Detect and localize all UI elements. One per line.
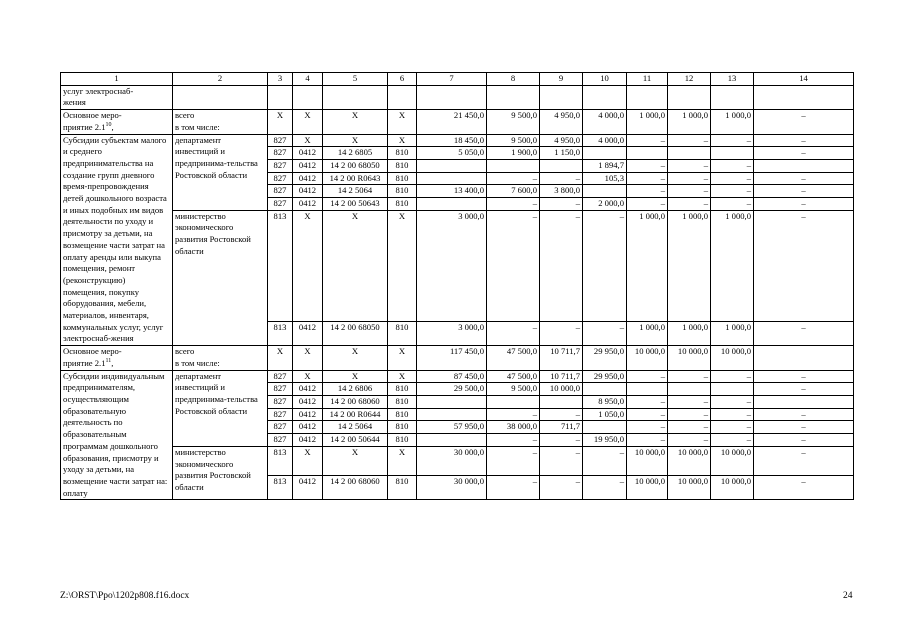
cell-c5: Х bbox=[323, 446, 388, 476]
cell-c12: 1 000,0 bbox=[668, 110, 711, 134]
cell-c3: 813 bbox=[268, 210, 293, 322]
cell-c5: 14 2 6805 bbox=[323, 147, 388, 160]
cell-c10 bbox=[583, 383, 627, 396]
cell-c3: 827 bbox=[268, 134, 293, 147]
cell-c11: 1 000,0 bbox=[627, 322, 668, 346]
total-row bbox=[61, 110, 854, 134]
cell-c6: Х bbox=[388, 446, 417, 476]
cell-c12: – bbox=[668, 134, 711, 147]
cell-c12 bbox=[668, 383, 711, 396]
executor-total: всего в том числе: bbox=[173, 110, 268, 134]
col-header: 1 bbox=[61, 73, 173, 86]
cell-c8: 7 600,0 bbox=[487, 185, 540, 198]
cell-c13: – bbox=[711, 408, 754, 421]
cell-c6: 810 bbox=[388, 322, 417, 346]
cell-c8: – bbox=[487, 198, 540, 211]
cell-c3: 827 bbox=[268, 370, 293, 383]
cell-c5: 14 2 00 68060 bbox=[323, 476, 388, 500]
cell-c9: – bbox=[540, 198, 583, 211]
col-header: 9 bbox=[540, 73, 583, 86]
cell-c7: 29 500,0 bbox=[417, 383, 487, 396]
cell-c5: 14 2 5064 bbox=[323, 185, 388, 198]
cell-c12: – bbox=[668, 159, 711, 172]
cell-c13 bbox=[711, 383, 754, 396]
cell-c7 bbox=[417, 395, 487, 408]
cell-c13: – bbox=[711, 172, 754, 185]
cell-c9: 3 800,0 bbox=[540, 185, 583, 198]
cell-c13: 10 000,0 bbox=[711, 346, 754, 370]
col-header: 3 bbox=[268, 73, 293, 86]
measure-title-line2: приятие 2.1 bbox=[63, 121, 106, 132]
cell-c14: – bbox=[754, 446, 854, 476]
col-header: 13 bbox=[711, 73, 754, 86]
cell-c3: 827 bbox=[268, 185, 293, 198]
col-header: 4 bbox=[293, 73, 323, 86]
cell-c4: 0412 bbox=[293, 476, 323, 500]
executor-ministry: министерство экономического развития Ростовской области bbox=[173, 210, 268, 345]
cell-c11: 10 000,0 bbox=[627, 476, 668, 500]
cell-c6: 810 bbox=[388, 383, 417, 396]
cell-c14: – bbox=[754, 172, 854, 185]
cell-c7 bbox=[417, 198, 487, 211]
cell-c11 bbox=[627, 147, 668, 160]
cell-c13: – bbox=[711, 185, 754, 198]
footer-file-path: Z:\ORST\Ppo\1202p808.f16.docx bbox=[60, 591, 190, 601]
cell-c11: – bbox=[627, 395, 668, 408]
cell-c9: 4 950,0 bbox=[540, 110, 583, 134]
cell-c3: Х bbox=[268, 110, 293, 134]
col-header: 12 bbox=[668, 73, 711, 86]
cell-c11: – bbox=[627, 159, 668, 172]
cell-c5: 14 2 00 68050 bbox=[323, 159, 388, 172]
cell-c4: 0412 bbox=[293, 159, 323, 172]
cell-c4: 0412 bbox=[293, 421, 323, 434]
cell-c10: – bbox=[583, 322, 627, 346]
cell-c3: Х bbox=[268, 346, 293, 370]
col-header: 2 bbox=[173, 73, 268, 86]
cell-c5: 14 2 00 68050 bbox=[323, 322, 388, 346]
measure-description: Субсидии индивидуальным предпринимателям, осуществляющим образовательную деятельность по образовательным программам дошкольного образования, присмотру и уходу за детьми, на возмещение части затрат на: оплату bbox=[61, 370, 173, 500]
cell-c13: – bbox=[711, 134, 754, 147]
cell-c6: 810 bbox=[388, 408, 417, 421]
cell-c6: 810 bbox=[388, 147, 417, 160]
cell-c14: – bbox=[754, 408, 854, 421]
cell-c6: Х bbox=[388, 346, 417, 370]
cell-c11 bbox=[627, 383, 668, 396]
cell-c8 bbox=[487, 159, 540, 172]
cell-c9: – bbox=[540, 172, 583, 185]
cell-c5: 14 2 00 50644 bbox=[323, 434, 388, 447]
cell-c3: 827 bbox=[268, 198, 293, 211]
cell-c6: Х bbox=[388, 110, 417, 134]
budget-table bbox=[60, 72, 854, 500]
cell-c13: 1 000,0 bbox=[711, 210, 754, 322]
executor-total: всего в том числе: bbox=[173, 346, 268, 370]
cell-c10: 29 950,0 bbox=[583, 370, 627, 383]
cell-c12: – bbox=[668, 172, 711, 185]
cell-c9: 10 711,7 bbox=[540, 346, 583, 370]
cell-c4: Х bbox=[293, 346, 323, 370]
cell-c12: – bbox=[668, 198, 711, 211]
cell-c8: – bbox=[487, 322, 540, 346]
measure-title: Основное меро- приятие $2.1^{11}$, bbox=[61, 346, 173, 370]
executor-department: департамент инвестиций и предпринима-тельства Ростовской области bbox=[173, 370, 268, 446]
cell-c13: – bbox=[711, 159, 754, 172]
cell-c12: 10 000,0 bbox=[668, 346, 711, 370]
col-header: 10 bbox=[583, 73, 627, 86]
cell-c3: 813 bbox=[268, 446, 293, 476]
cell-c6: 810 bbox=[388, 395, 417, 408]
table-row bbox=[61, 210, 854, 322]
cell-c8 bbox=[487, 395, 540, 408]
col-header: 7 bbox=[417, 73, 487, 86]
measure-title: Основное меро- приятие $2.1^{10}$, bbox=[61, 110, 173, 134]
cell-c7: 30 000,0 bbox=[417, 446, 487, 476]
cell-c13: – bbox=[711, 198, 754, 211]
cell-c5: Х bbox=[323, 134, 388, 147]
cell-c12: – bbox=[668, 421, 711, 434]
cell-c8: – bbox=[487, 434, 540, 447]
cell-c14: – bbox=[754, 185, 854, 198]
cell-c7: 30 000,0 bbox=[417, 476, 487, 500]
cell-c13: 1 000,0 bbox=[711, 322, 754, 346]
cell-c14: – bbox=[754, 370, 854, 383]
cell-c13: 10 000,0 bbox=[711, 446, 754, 476]
cell-c10: – bbox=[583, 446, 627, 476]
cell-c12: 1 000,0 bbox=[668, 322, 711, 346]
total-row bbox=[61, 346, 854, 370]
cell-c7: 5 050,0 bbox=[417, 147, 487, 160]
cell-c4: 0412 bbox=[293, 395, 323, 408]
cell-c14: – bbox=[754, 147, 854, 160]
measure-title-line2: приятие 2.1 bbox=[63, 357, 106, 368]
cell-c13: 1 000,0 bbox=[711, 110, 754, 134]
cell-c9 bbox=[540, 159, 583, 172]
cell-c11: – bbox=[627, 198, 668, 211]
cell-c6: Х bbox=[388, 134, 417, 147]
cell-c4: 0412 bbox=[293, 172, 323, 185]
cell-c10: 19 950,0 bbox=[583, 434, 627, 447]
cell-c14: – bbox=[754, 322, 854, 346]
cell-c7: 3 000,0 bbox=[417, 210, 487, 322]
cell-c11: – bbox=[627, 134, 668, 147]
cell-c10: 4 000,0 bbox=[583, 134, 627, 147]
cell-c11: – bbox=[627, 421, 668, 434]
col-header: 5 bbox=[323, 73, 388, 86]
cell-c11: – bbox=[627, 172, 668, 185]
cell-c14: – bbox=[754, 421, 854, 434]
cell-c9: – bbox=[540, 476, 583, 500]
cell-c5: 14 2 00 68060 bbox=[323, 395, 388, 408]
cell-c9: 711,7 bbox=[540, 421, 583, 434]
cell-c10: 105,3 bbox=[583, 172, 627, 185]
cell-c12 bbox=[668, 147, 711, 160]
cell-c7: 18 450,0 bbox=[417, 134, 487, 147]
cell-c4: 0412 bbox=[293, 408, 323, 421]
cell-c12: 10 000,0 bbox=[668, 476, 711, 500]
cell-c5: Х bbox=[323, 110, 388, 134]
cell-c10: – bbox=[583, 476, 627, 500]
cell-c7 bbox=[417, 172, 487, 185]
cell-c6: 810 bbox=[388, 421, 417, 434]
header-row bbox=[61, 73, 854, 86]
cell-c8: 47 500,0 bbox=[487, 370, 540, 383]
cell-c7 bbox=[417, 434, 487, 447]
cell-c9: 1 150,0 bbox=[540, 147, 583, 160]
cell-c8: 9 500,0 bbox=[487, 134, 540, 147]
cell-c10: 29 950,0 bbox=[583, 346, 627, 370]
measure-title-line1: Основное меро- bbox=[63, 346, 122, 357]
cell-c6: Х bbox=[388, 210, 417, 322]
cell-c6: 810 bbox=[388, 434, 417, 447]
cell-c12: 10 000,0 bbox=[668, 446, 711, 476]
cell-c10: 2 000,0 bbox=[583, 198, 627, 211]
cell-c3: 827 bbox=[268, 159, 293, 172]
cell-c14: – bbox=[754, 198, 854, 211]
cell-c11: 10 000,0 bbox=[627, 346, 668, 370]
cell-c4: 0412 bbox=[293, 185, 323, 198]
cell-c10 bbox=[583, 421, 627, 434]
cell-c9: – bbox=[540, 322, 583, 346]
cell-c9: 10 711,7 bbox=[540, 370, 583, 383]
cell-c9: – bbox=[540, 446, 583, 476]
cell-c14: – bbox=[754, 110, 854, 134]
footnote-ref: 11 bbox=[105, 358, 112, 365]
cell-c14 bbox=[754, 346, 854, 370]
cell-c11: – bbox=[627, 408, 668, 421]
cell-c9: 10 000,0 bbox=[540, 383, 583, 396]
cell-c3: 813 bbox=[268, 476, 293, 500]
measure-title-line1: Основное меро- bbox=[63, 110, 122, 121]
cell-c6: Х bbox=[388, 370, 417, 383]
cell-c4: 0412 bbox=[293, 383, 323, 396]
cell-c8: – bbox=[487, 210, 540, 322]
measure-description: Субсидии субъектам малого и среднего предпринимательства на создание групп дневного время-препровождения детей дошкольного возраста и иных подобных им видов деятельности по уходу и присмотру за детьми, на возмещение части затрат на оплату аренды или выкупа помещения, ремонт (реконструкцию) помещения, покупку оборудования, мебели, материалов, инвентаря, коммунальных услуг, услуг электроснаб-жения bbox=[61, 134, 173, 346]
cell-c8: 9 500,0 bbox=[487, 110, 540, 134]
cell-c3: 827 bbox=[268, 383, 293, 396]
cell-c10 bbox=[583, 147, 627, 160]
cell-c3: 827 bbox=[268, 421, 293, 434]
cell-c10 bbox=[583, 185, 627, 198]
cell-c12: – bbox=[668, 185, 711, 198]
continuation-row bbox=[61, 85, 854, 109]
cell-c5: 14 2 5064 bbox=[323, 421, 388, 434]
col-header: 14 bbox=[754, 73, 854, 86]
cell-c10: 4 000,0 bbox=[583, 110, 627, 134]
cell-c4: 0412 bbox=[293, 147, 323, 160]
cell-c4: Х bbox=[293, 110, 323, 134]
cell-c13: – bbox=[711, 421, 754, 434]
cell-c6: 810 bbox=[388, 198, 417, 211]
table-row bbox=[61, 370, 854, 383]
col-header: 8 bbox=[487, 73, 540, 86]
cell-c8: 38 000,0 bbox=[487, 421, 540, 434]
cell-c8: – bbox=[487, 172, 540, 185]
cell-c8: 1 900,0 bbox=[487, 147, 540, 160]
cell-c7: 3 000,0 bbox=[417, 322, 487, 346]
col-header: 11 bbox=[627, 73, 668, 86]
cell-c9: – bbox=[540, 210, 583, 322]
cell-c14: – bbox=[754, 134, 854, 147]
cell-c10: 1 050,0 bbox=[583, 408, 627, 421]
cell-c3: 827 bbox=[268, 147, 293, 160]
cell-c14: – bbox=[754, 210, 854, 322]
cell-c5: Х bbox=[323, 370, 388, 383]
cell-c9 bbox=[540, 395, 583, 408]
col-header: 6 bbox=[388, 73, 417, 86]
continuation-text: услуг электроснаб- жения bbox=[61, 85, 173, 109]
cell-c5: 14 2 00 50643 bbox=[323, 198, 388, 211]
cell-c7 bbox=[417, 159, 487, 172]
cell-c6: 810 bbox=[388, 185, 417, 198]
cell-c8: 47 500,0 bbox=[487, 346, 540, 370]
cell-c4: 0412 bbox=[293, 322, 323, 346]
cell-c11: – bbox=[627, 370, 668, 383]
cell-c4: Х bbox=[293, 210, 323, 322]
cell-c4: Х bbox=[293, 134, 323, 147]
cell-c14 bbox=[754, 395, 854, 408]
cell-c5: 14 2 00 R0644 bbox=[323, 408, 388, 421]
cell-c10: – bbox=[583, 210, 627, 322]
cell-c3: 827 bbox=[268, 434, 293, 447]
cell-c12: – bbox=[668, 408, 711, 421]
cell-c10: 8 950,0 bbox=[583, 395, 627, 408]
cell-c4: Х bbox=[293, 370, 323, 383]
cell-c8: – bbox=[487, 446, 540, 476]
cell-c8: – bbox=[487, 408, 540, 421]
cell-c14: – bbox=[754, 434, 854, 447]
cell-c12: – bbox=[668, 434, 711, 447]
cell-c6: 810 bbox=[388, 172, 417, 185]
cell-c12: – bbox=[668, 395, 711, 408]
cell-c9: – bbox=[540, 434, 583, 447]
cell-c6: 810 bbox=[388, 476, 417, 500]
cell-c3: 827 bbox=[268, 395, 293, 408]
cell-c3: 827 bbox=[268, 172, 293, 185]
table-row bbox=[61, 446, 854, 476]
executor-department: департамент инвестиций и предпринима-тельства Ростовской области bbox=[173, 134, 268, 210]
cell-c13: – bbox=[711, 370, 754, 383]
cell-c7: 13 400,0 bbox=[417, 185, 487, 198]
cell-c13: – bbox=[711, 434, 754, 447]
cell-c11: 1 000,0 bbox=[627, 110, 668, 134]
table-row bbox=[61, 134, 854, 147]
cell-c14: – bbox=[754, 476, 854, 500]
cell-c8: 9 500,0 bbox=[487, 383, 540, 396]
cell-c5: Х bbox=[323, 346, 388, 370]
cell-c11: – bbox=[627, 434, 668, 447]
cell-c14: – bbox=[754, 383, 854, 396]
cell-c5: 14 2 6806 bbox=[323, 383, 388, 396]
cell-c3: 827 bbox=[268, 408, 293, 421]
cell-c8: – bbox=[487, 476, 540, 500]
cell-c7: 57 950,0 bbox=[417, 421, 487, 434]
cell-c5: 14 2 00 R0643 bbox=[323, 172, 388, 185]
cell-c3: 813 bbox=[268, 322, 293, 346]
cell-c11: 10 000,0 bbox=[627, 446, 668, 476]
cell-c11: 1 000,0 bbox=[627, 210, 668, 322]
cell-c5: Х bbox=[323, 210, 388, 322]
cell-c14 bbox=[754, 159, 854, 172]
cell-c7 bbox=[417, 408, 487, 421]
cell-c12: – bbox=[668, 370, 711, 383]
cell-c4: 0412 bbox=[293, 434, 323, 447]
cell-c10: 1 894,7 bbox=[583, 159, 627, 172]
cell-c11: – bbox=[627, 185, 668, 198]
cell-c12: 1 000,0 bbox=[668, 210, 711, 322]
cell-c7: 21 450,0 bbox=[417, 110, 487, 134]
cell-c4: 0412 bbox=[293, 198, 323, 211]
executor-ministry: министерство экономического развития Ростовской области bbox=[173, 446, 268, 500]
cell-c13 bbox=[711, 147, 754, 160]
cell-c13: – bbox=[711, 395, 754, 408]
cell-c6: 810 bbox=[388, 159, 417, 172]
cell-c7: 117 450,0 bbox=[417, 346, 487, 370]
cell-c9: – bbox=[540, 408, 583, 421]
cell-c4: Х bbox=[293, 446, 323, 476]
footer-page-number: 24 bbox=[843, 591, 853, 601]
cell-c13: 10 000,0 bbox=[711, 476, 754, 500]
footnote-ref: 10 bbox=[105, 121, 112, 128]
cell-c7: 87 450,0 bbox=[417, 370, 487, 383]
cell-c9: 4 950,0 bbox=[540, 134, 583, 147]
